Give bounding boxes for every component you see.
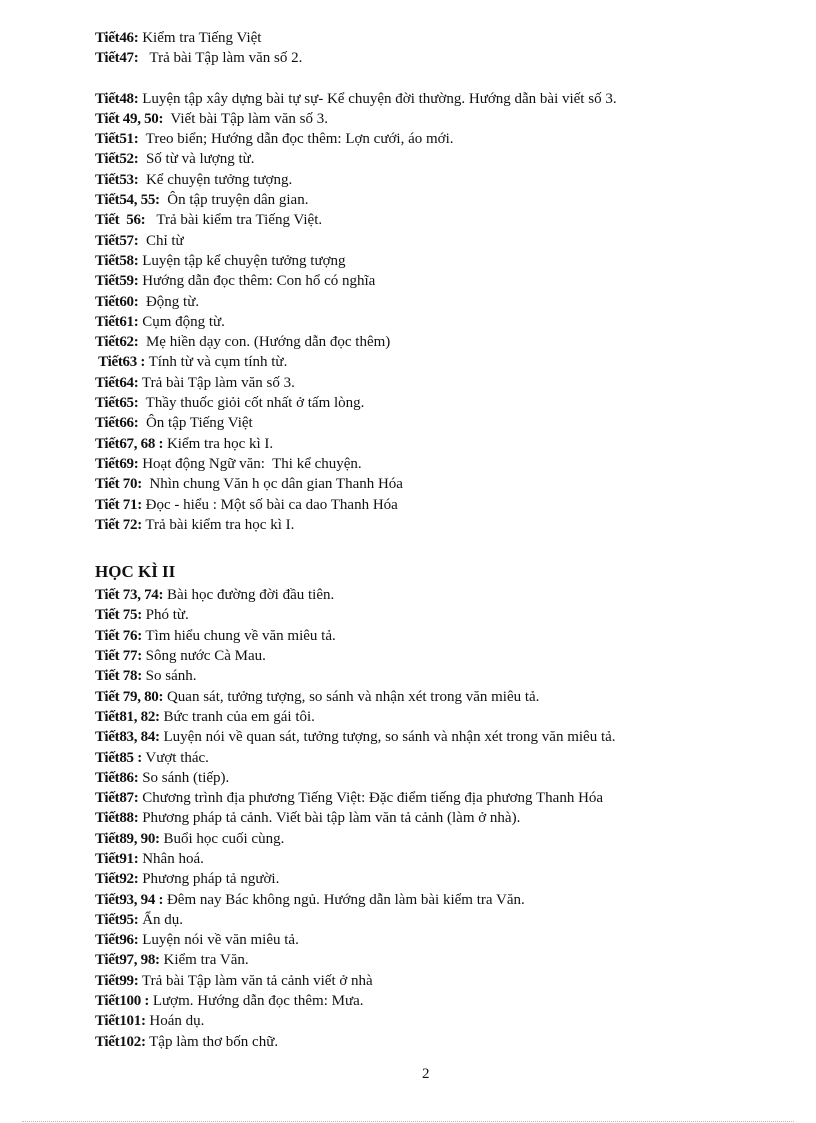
schedule-line	[95, 1032, 775, 1052]
lesson-label: Tiết 72:	[95, 516, 142, 533]
lesson-label: Tiết89, 90:	[95, 830, 160, 847]
lesson-label: Tiết 79, 80:	[95, 688, 164, 705]
lesson-title: Đêm nay Bác không ngủ. Hướng dẫn làm bài kiểm tra Văn.	[163, 891, 525, 908]
lesson-label: Tiết 76:	[95, 627, 142, 644]
lesson-title: Kiểm tra Tiếng Việt	[138, 30, 262, 46]
lesson-title: Hướng dẫn đọc thêm: Con hổ có nghĩa	[138, 273, 376, 290]
schedule-line	[95, 1011, 775, 1031]
schedule-line	[95, 829, 775, 849]
lesson-title: Tập làm thơ bốn chữ.	[145, 1033, 279, 1050]
schedule-line	[95, 149, 775, 169]
section-heading: HỌC KÌ II	[95, 562, 176, 582]
page-bottom-divider	[22, 1121, 794, 1122]
schedule-line	[95, 646, 775, 666]
lesson-label: Tiết64:	[95, 374, 139, 391]
lesson-label: Tiết85 :	[95, 749, 142, 766]
document-body	[95, 28, 775, 1052]
schedule-line	[95, 605, 775, 625]
lesson-title: Chỉ từ	[138, 232, 184, 249]
schedule-line	[95, 687, 775, 707]
lesson-title: Buổi học cuối cùng.	[159, 830, 285, 847]
lesson-label: Tiết61:	[95, 313, 139, 330]
lesson-label: Tiết 70:	[95, 476, 142, 493]
lesson-title: Ẩn dụ.	[138, 911, 184, 928]
lesson-label: Tiết91:	[95, 850, 139, 867]
schedule-line	[95, 48, 775, 68]
schedule-line	[95, 109, 775, 129]
lesson-title: Luyện tập kể chuyện tưởng tượng	[138, 252, 346, 269]
schedule-line	[95, 626, 775, 646]
schedule-line	[95, 393, 775, 413]
lesson-title: Treo biển; Hướng dẫn đọc thêm: Lợn cưới, áo mới.	[138, 131, 454, 148]
lesson-title: Viết bài Tập làm văn số 3.	[163, 110, 328, 127]
schedule-line	[95, 910, 775, 930]
lesson-title: Số từ và lượng từ.	[138, 151, 255, 168]
schedule-line	[95, 251, 775, 271]
schedule-line	[95, 170, 775, 190]
lesson-title: Phương pháp tả người.	[138, 871, 280, 888]
lesson-label: Tiết96:	[95, 932, 139, 949]
schedule-line	[95, 515, 775, 535]
lesson-label: Tiết 73, 74:	[95, 587, 164, 604]
lesson-title: Động từ.	[138, 293, 200, 310]
page-number: 2	[422, 1066, 430, 1082]
lesson-label: Tiết86:	[95, 769, 139, 786]
lesson-label: Tiết54, 55:	[95, 192, 160, 209]
lesson-label: Tiết65:	[95, 395, 139, 412]
lesson-label: Tiết101:	[95, 1013, 146, 1030]
lesson-title: Ôn tập Tiếng Việt	[138, 415, 253, 432]
lesson-title: Trả bài Tập làm văn số 3.	[138, 374, 295, 391]
schedule-line	[95, 849, 775, 869]
lesson-title: Hoán dụ.	[145, 1013, 205, 1030]
schedule-line	[95, 495, 775, 515]
schedule-line	[95, 971, 775, 991]
lesson-label: Tiết52:	[95, 151, 139, 168]
schedule-line	[95, 210, 775, 230]
schedule-line	[95, 231, 775, 251]
lesson-label: Tiết 78:	[95, 668, 142, 685]
schedule-line	[95, 292, 775, 312]
lesson-title: Bức tranh của em gái tôi.	[159, 708, 315, 725]
schedule-line	[95, 748, 775, 768]
lesson-label: Tiết58:	[95, 252, 139, 269]
schedule-line	[95, 413, 775, 433]
lesson-title: Trả bài kiểm tra học kì I.	[141, 516, 295, 533]
lesson-title: Cụm động từ.	[138, 313, 225, 330]
schedule-line	[95, 474, 775, 494]
schedule-line	[95, 271, 775, 291]
lesson-label: Tiết97, 98:	[95, 952, 160, 969]
lesson-title: Nhân hoá.	[138, 850, 204, 867]
schedule-line	[95, 890, 775, 910]
lesson-title: Chương trình địa phương Tiếng Việt: Đặc điểm tiếng địa phương Thanh Hóa	[138, 790, 604, 807]
schedule-line	[95, 454, 775, 474]
lesson-label: Tiết99:	[95, 972, 139, 989]
lesson-title: Kiểm tra học kì I.	[163, 435, 274, 452]
lesson-title: Ôn tập truyện dân gian.	[159, 192, 309, 209]
section-hk1-part1	[95, 28, 775, 69]
lesson-title: Kể chuyện tưởng tượng.	[138, 171, 293, 188]
lesson-label: Tiết 77:	[95, 648, 142, 665]
lesson-title: Quan sát, tưởng tượng, so sánh và nhận xét trong văn miêu tả.	[163, 688, 540, 705]
lesson-title: Đọc - hiểu : Một số bài ca dao Thanh Hóa	[141, 496, 398, 513]
lesson-title: Thầy thuốc giỏi cốt nhất ở tấm lòng.	[138, 395, 365, 412]
schedule-line	[95, 352, 775, 372]
schedule-line	[95, 332, 775, 352]
schedule-line	[95, 707, 775, 727]
lesson-label: Tiết83, 84:	[95, 729, 160, 746]
schedule-line	[95, 788, 775, 808]
lesson-title: Sông nước Cà Mau.	[141, 648, 266, 665]
lesson-label: Tiết87:	[95, 790, 139, 807]
schedule-line	[95, 312, 775, 332]
schedule-line	[95, 89, 775, 109]
lesson-label: Tiết53:	[95, 171, 139, 188]
lesson-label: Tiết 49, 50:	[95, 110, 164, 127]
lesson-label: Tiết 75:	[95, 607, 142, 624]
lesson-label: Tiết 71:	[95, 496, 142, 513]
lesson-title: Tìm hiểu chung về văn miêu tả.	[141, 627, 336, 644]
section-hk2	[95, 585, 775, 1052]
lesson-label: Tiết48:	[95, 90, 139, 107]
lesson-label: Tiết51:	[95, 131, 139, 148]
lesson-title: Mẹ hiền dạy con. (Hướng dẫn đọc thêm)	[138, 334, 391, 351]
schedule-line	[95, 28, 775, 48]
lesson-label: Tiết59:	[95, 273, 139, 290]
lesson-label: Tiết69:	[95, 455, 139, 472]
schedule-line	[95, 869, 775, 889]
lesson-title: Tính từ và cụm tính từ.	[145, 354, 288, 371]
lesson-label: Tiết63 :	[95, 354, 146, 371]
lesson-label: Tiết102:	[95, 1033, 146, 1050]
lesson-title: Lượm. Hướng dẫn đọc thêm: Mưa.	[149, 993, 364, 1010]
lesson-label: Tiết57:	[95, 232, 139, 249]
schedule-line	[95, 434, 775, 454]
lesson-title: Phương pháp tả cảnh. Viết bài tập làm văn tả cảnh (làm ở nhà).	[138, 810, 521, 827]
lesson-label: Tiết47:	[95, 50, 139, 67]
lesson-title: Vượt thác.	[141, 749, 209, 766]
lesson-label: Tiết 56:	[95, 212, 146, 229]
lesson-label: Tiết93, 94 :	[95, 891, 164, 908]
schedule-line	[95, 727, 775, 747]
schedule-line	[95, 373, 775, 393]
lesson-label: Tiết62:	[95, 334, 139, 351]
schedule-line	[95, 991, 775, 1011]
lesson-label: Tiết67, 68 :	[95, 435, 164, 452]
lesson-title: Luyện tập xây dựng bài tự sự- Kể chuyện đời thường. Hướng dẫn bài viết số 3.	[138, 90, 617, 107]
lesson-title: Trả bài kiểm tra Tiếng Việt.	[145, 212, 323, 229]
schedule-line	[95, 808, 775, 828]
lesson-title: Phó từ.	[141, 607, 189, 624]
schedule-line	[95, 190, 775, 210]
lesson-title: Hoạt động Ngữ văn: Thi kể chuyện.	[138, 455, 362, 472]
lesson-label: Tiết81, 82:	[95, 708, 160, 725]
lesson-title: Luyện nói về văn miêu tả.	[138, 932, 299, 949]
lesson-title: So sánh (tiếp).	[138, 769, 230, 786]
lesson-label: Tiết92:	[95, 871, 139, 888]
lesson-label: Tiết46:	[95, 30, 139, 46]
schedule-line	[95, 666, 775, 686]
section-hk1-part2	[95, 89, 775, 536]
lesson-title: Bài học đường đời đầu tiên.	[163, 587, 335, 604]
lesson-label: Tiết60:	[95, 293, 139, 310]
schedule-line	[95, 950, 775, 970]
lesson-title: Trả bài Tập làm văn số 2.	[138, 50, 303, 67]
schedule-line	[95, 129, 775, 149]
schedule-line	[95, 930, 775, 950]
lesson-label: Tiết100 :	[95, 993, 150, 1010]
lesson-title: Luyện nói về quan sát, tưởng tượng, so sánh và nhận xét trong văn miêu tả.	[159, 729, 616, 746]
lesson-label: Tiết66:	[95, 415, 139, 432]
lesson-label: Tiết88:	[95, 810, 139, 827]
lesson-title: Kiểm tra Văn.	[159, 952, 249, 969]
schedule-line	[95, 585, 775, 605]
lesson-label: Tiết95:	[95, 911, 139, 928]
lesson-title: So sánh.	[141, 668, 197, 685]
schedule-line	[95, 768, 775, 788]
lesson-title: Nhìn chung Văn h ọc dân gian Thanh Hóa	[141, 476, 403, 493]
lesson-title: Trả bài Tập làm văn tả cảnh viết ở nhà	[138, 972, 373, 989]
